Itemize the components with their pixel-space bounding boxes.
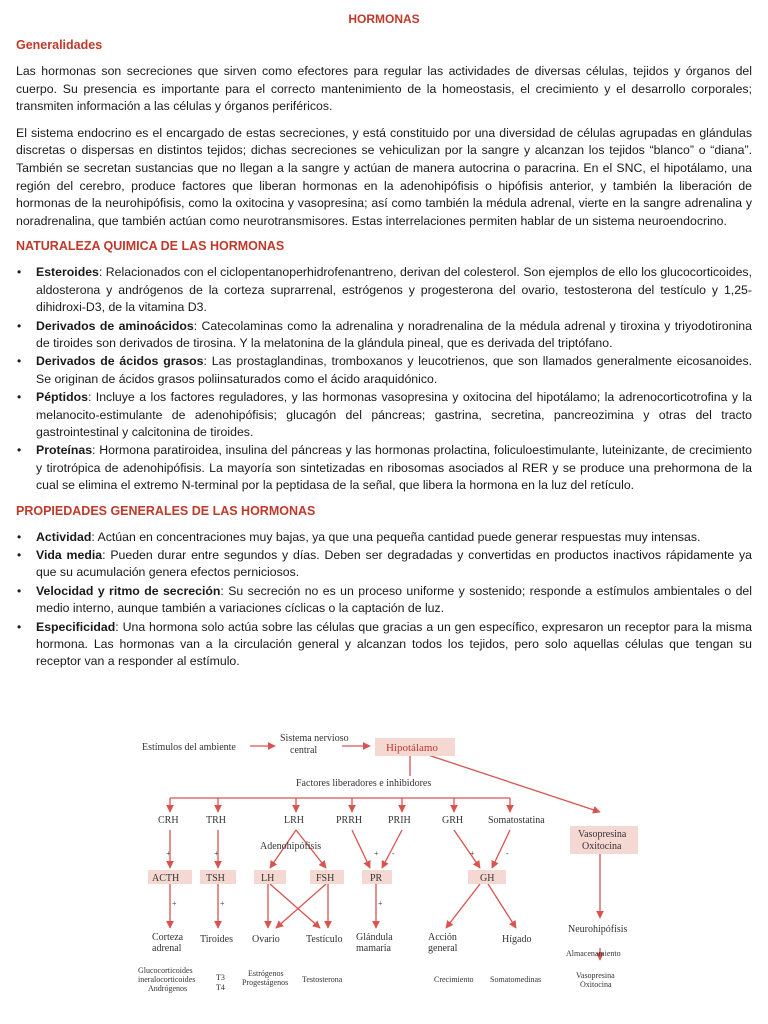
list-item xyxy=(16,318,752,353)
label-oxitocina-2: Oxitocina xyxy=(580,980,612,989)
plus-sign: + xyxy=(220,899,225,908)
item-term: Péptidos xyxy=(36,390,88,405)
document-page xyxy=(16,8,752,680)
list-item xyxy=(16,619,752,671)
label-accion-1: Acción xyxy=(428,932,457,943)
plus-sign: + xyxy=(172,899,177,908)
label-sistema-1: Sistema nervioso xyxy=(280,733,349,744)
label-estrogenos: Estrógenos xyxy=(248,969,284,978)
heading-naturaleza: NATURALEZA QUIMICA DE LAS HORMONAS xyxy=(16,239,285,254)
label-higado: Hígado xyxy=(502,934,532,945)
plus-sign: + xyxy=(374,849,379,858)
label-gh: GH xyxy=(480,873,495,884)
label-corteza-1: Corteza xyxy=(152,932,184,943)
label-factores: Factores liberadores e inhibidores xyxy=(296,778,432,789)
list-item xyxy=(16,529,752,546)
naturaleza-list xyxy=(16,264,752,494)
label-glucocorticoides: Glucocorticoides xyxy=(138,966,193,975)
bullet-icon: • xyxy=(17,529,22,544)
item-term: Actividad xyxy=(36,529,92,544)
label-prrh: PRRH xyxy=(336,815,363,826)
label-androgenos: Andrógenos xyxy=(148,984,188,993)
item-text: : Las prostaglandinas, tromboxanos y leucotrienos, que son llamados generalmente eicosanoides. Se originan de ácidos grasos poliinsaturados como el ácido araquidónico. xyxy=(36,354,753,386)
label-glandula-1: Glándula xyxy=(356,932,393,943)
hormone-diagram xyxy=(130,728,650,998)
list-item xyxy=(16,547,752,582)
item-text: : Su secreción no es un proceso uniforme y sostenido; responde a estímulos ambientales o del medio interno, aunque también a variaciones cíclicas o la captación de luz. xyxy=(36,583,752,616)
label-prih: PRIH xyxy=(388,815,411,826)
bullet-icon: • xyxy=(17,583,22,598)
list-item xyxy=(16,442,752,494)
label-crecimiento: Crecimiento xyxy=(434,975,474,984)
item-term: Especificidad xyxy=(36,619,116,634)
label-pr: PR xyxy=(370,873,383,884)
heading-generalidades: Generalidades xyxy=(16,38,103,52)
label-progestagenos: Progestágenos xyxy=(242,978,289,987)
bullet-icon: • xyxy=(17,265,22,280)
bullet-icon: • xyxy=(17,619,22,634)
label-lh: LH xyxy=(261,873,275,884)
item-text: : Catecolaminas como la adrenalina y noradrenalina de la médula adrenal y tiroxina y triyodotironina de tiroides son derivados de tirosina. Y la melatonina de la glándula pineal, que es derivada del triptófano. xyxy=(36,318,752,350)
item-text: : Pueden durar entre segundos y días. Deben ser degradadas y convertidas en productos inactivos rápidamente ya que su acumulación genera efectos perniciosos. xyxy=(36,548,753,580)
item-text: : Incluye a los factores reguladores, y las hormonas vasopresina y oxitocina del hipotálamo; la adrenocorticotrofina y la melanocito-estimulante de adenohipófisis; glucagón del páncreas; gastrina, secretina, pancreozimina y otras del tracto gastrointestinal y calcitonina de tiroides. xyxy=(36,390,752,439)
label-neurohipofisis: Neurohipófisis xyxy=(568,924,628,935)
label-tsh: TSH xyxy=(206,873,225,884)
label-lrh: LRH xyxy=(284,815,304,826)
list-item xyxy=(16,583,752,618)
list-item xyxy=(16,389,752,441)
item-text: : Hormona paratiroidea, insulina del páncreas y las hormonas prolactina, foliculoestimulante, luteinizante, de crecimiento y tirotrópica de adenohipófisis. La mayoría son sintetizadas en ribosomas asociados al RER y se produce una prehormona de la cual se elimina el extremo N-terminal por la peptidasa de la señal, que libera la hormona en la luz del retículo. xyxy=(36,443,752,493)
item-term: Proteínas xyxy=(36,443,93,458)
paragraph-1: Las hormonas son secreciones que sirven como efectores para regular las actividades de diversas células, tejidos y órganos del cuerpo. Su presencia es importante para el correcto mantenimiento de la homeostasis, el crecimiento y el desarrollo corporales; transmiten información a las células y órganos periféricos. xyxy=(16,64,752,114)
plus-sign: + xyxy=(378,899,383,908)
heading-propiedades: PROPIEDADES GENERALES DE LAS HORMONAS xyxy=(16,503,316,518)
label-glandula-2: mamaria xyxy=(356,943,391,954)
plus-sign: + xyxy=(214,849,219,858)
label-estimulos: Estímulos del ambiente xyxy=(142,742,236,753)
label-testosterona: Testosterona xyxy=(302,975,343,984)
label-crh: CRH xyxy=(158,815,179,826)
list-item xyxy=(16,264,752,316)
list-item xyxy=(16,353,752,388)
item-term: Vida media xyxy=(36,548,103,563)
label-mineralocorticoides: ineralocorticoides xyxy=(138,975,196,984)
item-text: : Una hormona solo actúa sobre las células que gracias a un gen específico, expresaron un receptor para la misma hormona. Las hormonas van a la circulación general y alcanzan todos los tejidos, pero solo aquellas células que tengan su receptor van a responder al estímulo. xyxy=(36,619,752,669)
plus-sign: + xyxy=(166,849,171,858)
plus-sign: + xyxy=(470,849,475,858)
item-term: Esteroides xyxy=(36,265,99,280)
label-accion-2: general xyxy=(428,943,458,954)
label-fsh: FSH xyxy=(316,873,335,884)
label-testiculo: Testículo xyxy=(306,934,343,945)
item-term: Derivados de aminoácidos xyxy=(36,318,194,333)
bullet-icon: • xyxy=(17,443,22,458)
label-vasopresina-2: Vasopresina xyxy=(576,971,615,980)
bullet-icon: • xyxy=(17,390,22,405)
item-text: : Actúan en concentraciones muy bajas, ya que una pequeña cantidad puede generar respuestas muy intensas. xyxy=(91,529,701,544)
minus-sign: - xyxy=(506,849,509,858)
label-oxitocina: Oxitocina xyxy=(582,841,622,852)
label-acth: ACTH xyxy=(152,873,180,884)
label-trh: TRH xyxy=(206,815,226,826)
minus-sign: - xyxy=(392,849,395,858)
bullet-icon: • xyxy=(17,318,22,333)
label-grh: GRH xyxy=(442,815,464,826)
paragraph-2: El sistema endocrino es el encargado de estas secreciones, y está constituido por una diversidad de células agrupadas en glándulas discretas o dispersas en distintos tejidos; dichas secreciones se vehiculizan por la sangre y alcanzan los tejidos “blanco” o “diana”. También se secretan sustancias que no llegan a la sangre y actúan de manera autocrina o paracrina. En el SNC, el hipotálamo, una región del cerebro, produce factores que liberan hormonas en la adenohipófisis o hipófisis anterior, y también la liberación de hormonas de la neurohipófisis, como la oxitocina y vasopresina; así como también la médula adrenal, vierte en la sangre adrenalina y noradrenalina, que también actúan como neurotransmisores. Estas interrelaciones permiten hablar de un sistema neuroendocrino. xyxy=(16,125,752,228)
label-vasopresina: Vasopresina xyxy=(578,829,627,840)
label-t4: T4 xyxy=(216,983,225,992)
label-almacenamiento: Almacenamiento xyxy=(566,949,621,958)
bullet-icon: • xyxy=(17,354,22,369)
label-hipotalamo: Hipotálamo xyxy=(386,742,438,754)
label-somatomedinas: Somatomedinas xyxy=(490,975,542,984)
item-term: Velocidad y ritmo de secreción xyxy=(36,583,221,598)
propiedades-list xyxy=(16,529,752,671)
bullet-icon: • xyxy=(17,548,22,563)
label-ovario: Ovario xyxy=(252,934,280,945)
label-corteza-2: adrenal xyxy=(152,943,182,954)
label-adenohipofisis: Adenohipófisis xyxy=(260,841,322,852)
item-term: Derivados de ácidos grasos xyxy=(36,354,204,369)
document-title: HORMONAS xyxy=(348,12,420,26)
label-t3: T3 xyxy=(216,973,225,982)
label-somatostatina: Somatostatina xyxy=(488,815,545,826)
label-sistema-2: central xyxy=(290,745,318,756)
item-text: : Relacionados con el ciclopentanoperhidrofenantreno, derivan del colesterol. Son ejemplos de ello los glucocorticoides, aldosterona y andrógenos de la corteza suprarrenal, estrógenos y progesterona del ovario, testosterona del testículo y 1,25-dihidroxi-D3, de la vitamina D3. xyxy=(36,265,752,315)
label-tiroides: Tiroides xyxy=(200,934,233,945)
